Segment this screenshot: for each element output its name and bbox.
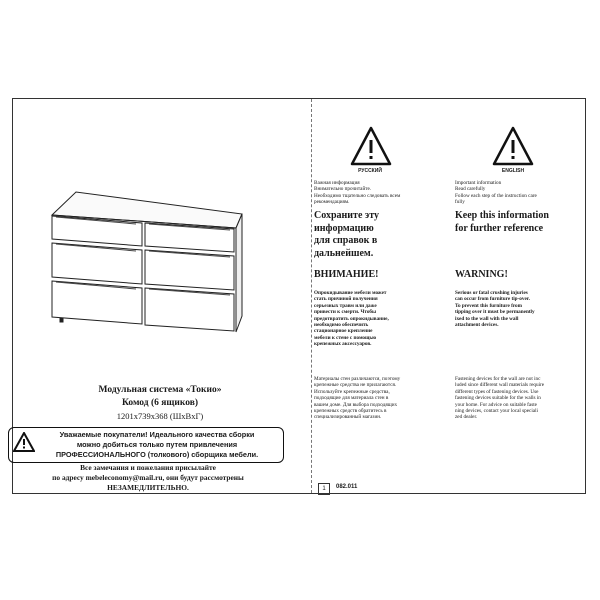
ru-fastener-line: Используйте крепежные средства, bbox=[314, 388, 390, 395]
page-number: 1 bbox=[318, 483, 330, 495]
en-warning-line: tipping over it must be permanently bbox=[455, 309, 535, 316]
attention-line-3: ПРОФЕССИОНАЛЬНОГО (толкового) сборщика мебели. bbox=[55, 450, 259, 459]
contact-line-3: НЕЗАМЕДЛИТЕЛЬНО. bbox=[107, 483, 189, 492]
en-intro-line: Read carefully bbox=[455, 186, 486, 193]
en-intro-line: Important information bbox=[455, 180, 502, 186]
russian-warning-text bbox=[314, 290, 444, 348]
attention-line-2: можно добиться только путем привлечения bbox=[76, 440, 238, 449]
fold-line bbox=[311, 99, 312, 493]
en-fastener-line: luded since different wall materials require bbox=[455, 382, 545, 389]
en-fastener-line: different types of fastening devices. Use bbox=[455, 388, 539, 395]
ru-warning-line: мебели к стене с помощью bbox=[314, 334, 377, 341]
english-warning-text bbox=[455, 290, 583, 328]
russian-warning-title: ВНИМАНИЕ! bbox=[314, 269, 379, 280]
warning-triangle-icon bbox=[350, 126, 392, 166]
product-item: Комод (6 ящиков) bbox=[121, 398, 199, 408]
product-dimensions: 1201x739x368 (ШxВxГ) bbox=[116, 411, 204, 421]
russian-keep-info bbox=[314, 210, 444, 260]
ru-keep-line: дальнейшем. bbox=[314, 247, 374, 259]
ru-fastener-line: специализированный магазин. bbox=[314, 414, 382, 421]
attention-line-1: Уважаемые покупатели! Идеального качества сборки bbox=[59, 430, 255, 439]
contact-line-2: по адресу mebeleconomy@mail.ru, они будут рассмотрены bbox=[52, 473, 244, 482]
english-keep-info bbox=[455, 210, 585, 235]
english-label: ENGLISH bbox=[501, 168, 525, 174]
ru-warning-line: необходимо обеспечить bbox=[314, 322, 369, 329]
ru-keep-line: Сохраните эту bbox=[314, 210, 380, 221]
warning-triangle-icon bbox=[492, 126, 534, 166]
en-warning-line: Serious or fatal crushing injuries bbox=[455, 290, 528, 296]
en-intro-line: fully bbox=[455, 199, 465, 206]
ru-warning-line: стать причиной получения bbox=[314, 296, 378, 303]
ru-fastener-line: крепежные средства не прилагаются. bbox=[314, 382, 397, 389]
english-warning-title: WARNING! bbox=[455, 269, 508, 280]
en-keep-line: for further reference bbox=[455, 222, 544, 234]
ru-warning-line: привести к смерти. Чтобы bbox=[314, 309, 377, 316]
ru-fastener-line: Материалы стен различаются, поэтому bbox=[314, 376, 401, 382]
english-intro bbox=[455, 180, 583, 206]
contact-line-1: Все замечания и пожелания присылайте bbox=[80, 463, 216, 472]
en-fastener-line: zed dealer. bbox=[455, 414, 478, 421]
russian-label: РУССКИЙ bbox=[358, 168, 382, 174]
en-fastener-line: ning devices, contact your local speciali bbox=[455, 408, 538, 415]
ru-keep-line: для справок в bbox=[314, 235, 378, 246]
ru-intro-line: Необходимо тщательно следовать всем bbox=[314, 192, 401, 199]
ru-intro-line: Важная информация bbox=[314, 180, 360, 186]
warning-triangle-icon bbox=[13, 432, 35, 452]
chest-of-drawers-illustration bbox=[46, 186, 252, 336]
en-fastener-line: fastening devices suitable for the walls in bbox=[455, 395, 541, 402]
product-system: Модульная система «Токио» bbox=[98, 385, 222, 395]
ru-keep-line: информацию bbox=[314, 222, 374, 234]
ru-fastener-line: вашем доме. Для выбора подходящих bbox=[314, 401, 398, 408]
en-warning-line: To prevent this furniture from bbox=[455, 302, 522, 309]
en-warning-line: attachment devices. bbox=[455, 322, 499, 329]
ru-warning-line: предотвратить опрокидывание, bbox=[314, 315, 389, 322]
ru-warning-line: стационарное крепление bbox=[314, 328, 373, 335]
ru-fastener-line: крепежных средств обратитесь в bbox=[314, 408, 387, 415]
en-fastener-line: Fastening devices for the wall are not inc bbox=[455, 376, 541, 382]
russian-fasteners-text bbox=[314, 376, 444, 421]
en-keep-line: Keep this information bbox=[455, 210, 549, 221]
english-fasteners-text bbox=[455, 376, 583, 421]
ru-intro-line: Внимательно прочитайте. bbox=[314, 186, 372, 193]
en-fastener-line: your home. For advice on suitable faste bbox=[455, 401, 537, 408]
contact-block bbox=[20, 463, 276, 493]
ru-warning-line: серьезных травм или даже bbox=[314, 302, 377, 309]
ru-fastener-line: подходящие для материала стен в bbox=[314, 395, 389, 402]
en-intro-line: Follow each step of the instruction care bbox=[455, 192, 537, 199]
ru-warning-line: Опрокидывание мебели может bbox=[314, 290, 387, 296]
attention-box bbox=[8, 427, 284, 463]
document-code: 082.011 bbox=[336, 484, 358, 490]
russian-intro bbox=[314, 180, 444, 206]
en-warning-line: ixed to the wall with the wall bbox=[455, 315, 519, 322]
en-warning-line: can occur from furniture tip-over. bbox=[455, 296, 530, 303]
ru-warning-line: крепежных аксессуаров. bbox=[314, 341, 372, 348]
ru-intro-line: рекомендациям. bbox=[314, 199, 350, 206]
